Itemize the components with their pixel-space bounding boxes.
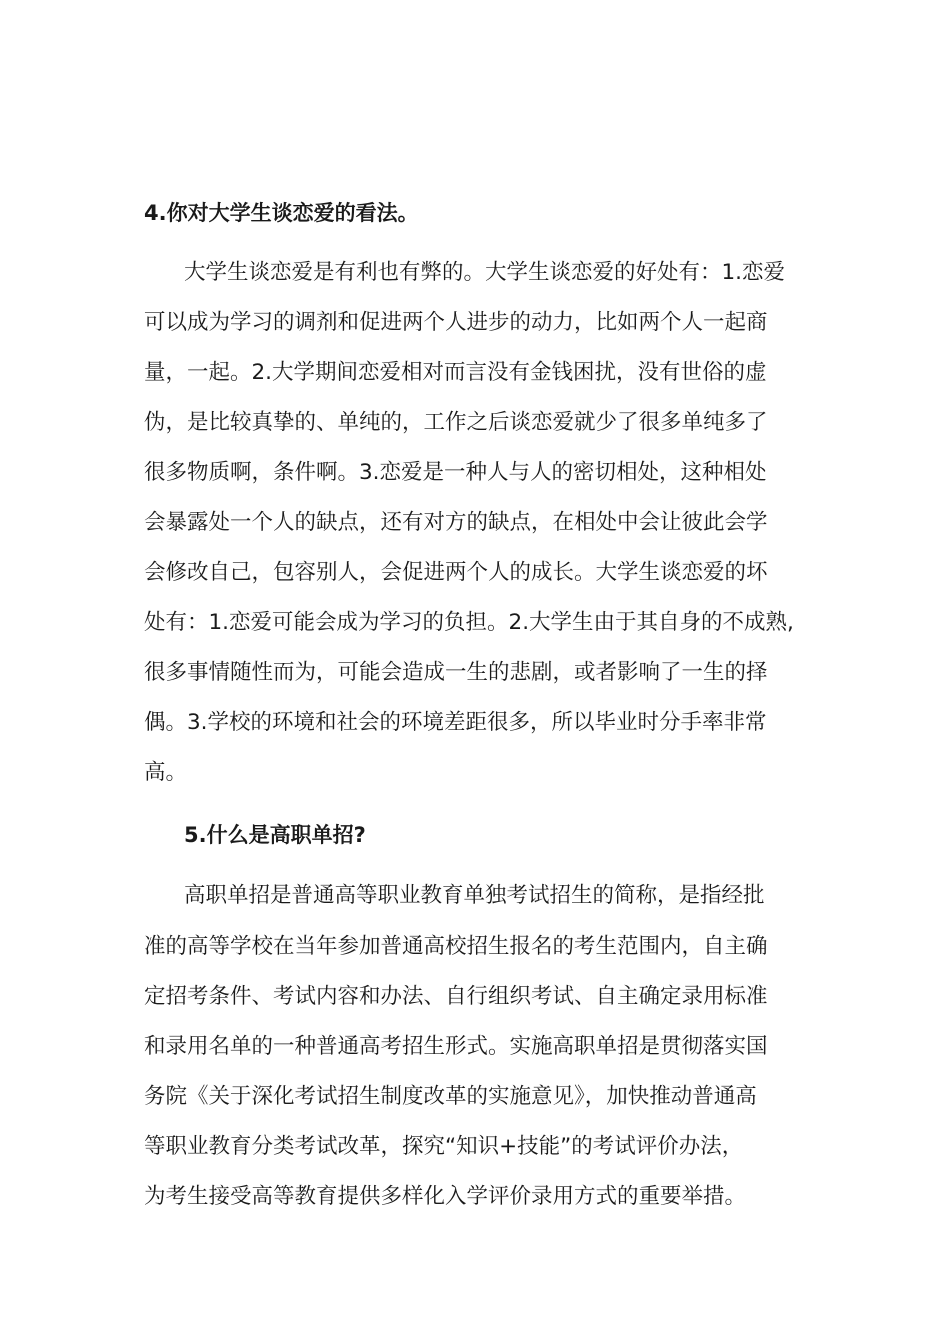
- section-4-line: 处有：1.恋爱可能会成为学习的负担。2.大学生由于其自身的不成熟,: [144, 610, 794, 635]
- section-4-line: 可以成为学习的调剂和促进两个人进步的动力，比如两个人一起商: [144, 310, 768, 335]
- section-4-line: 很多事情随性而为，可能会造成一生的悲剧，或者影响了一生的择: [144, 660, 768, 685]
- section-4-line: 会暴露处一个人的缺点，还有对方的缺点，在相处中会让彼此会学: [144, 510, 768, 535]
- section-5-line: 为考生接受高等教育提供多样化入学评价录用方式的重要举措。: [144, 1184, 747, 1209]
- section-5-line: 准的高等学校在当年参加普通高校招生报名的考生范围内，自主确: [144, 934, 768, 959]
- section-4-line: 伪，是比较真挚的、单纯的，工作之后谈恋爱就少了很多单纯多了: [144, 410, 768, 435]
- section-4-line: 高。: [144, 760, 188, 785]
- section-4-line: 大学生谈恋爱是有利也有弊的。大学生谈恋爱的好处有：1.恋爱: [184, 260, 786, 285]
- section-5-line: 高职单招是普通高等职业教育单独考试招生的简称，是指经批: [184, 883, 765, 908]
- section-5-line: 务院《关于深化考试招生制度改革的实施意见》，加快推动普通高: [144, 1084, 757, 1109]
- section-5-line: 和录用名单的一种普通高考招生形式。实施高职单招是贯彻落实国: [144, 1034, 768, 1059]
- section-4-line: 很多物质啊，条件啊。3.恋爱是一种人与人的密切相处，这种相处: [144, 460, 767, 485]
- section-4-line: 偶。3.学校的环境和社会的环境差距很多，所以毕业时分手率非常: [144, 710, 767, 735]
- section-5-line: 定招考条件、考试内容和办法、自行组织考试、自主确定录用标准: [144, 984, 768, 1009]
- section-5-line: 等职业教育分类考试改革，探究“知识+技能”的考试评价办法，: [144, 1134, 744, 1159]
- section-4-heading: 4.你对大学生谈恋爱的看法。: [144, 201, 419, 225]
- section-5-heading: 5.什么是高职单招?: [184, 823, 366, 847]
- section-4-line: 量，一起。2.大学期间恋爱相对而言没有金钱困扰，没有世俗的虚: [144, 360, 767, 385]
- section-4-line: 会修改自己，包容别人，会促进两个人的成长。大学生谈恋爱的坏: [144, 560, 768, 585]
